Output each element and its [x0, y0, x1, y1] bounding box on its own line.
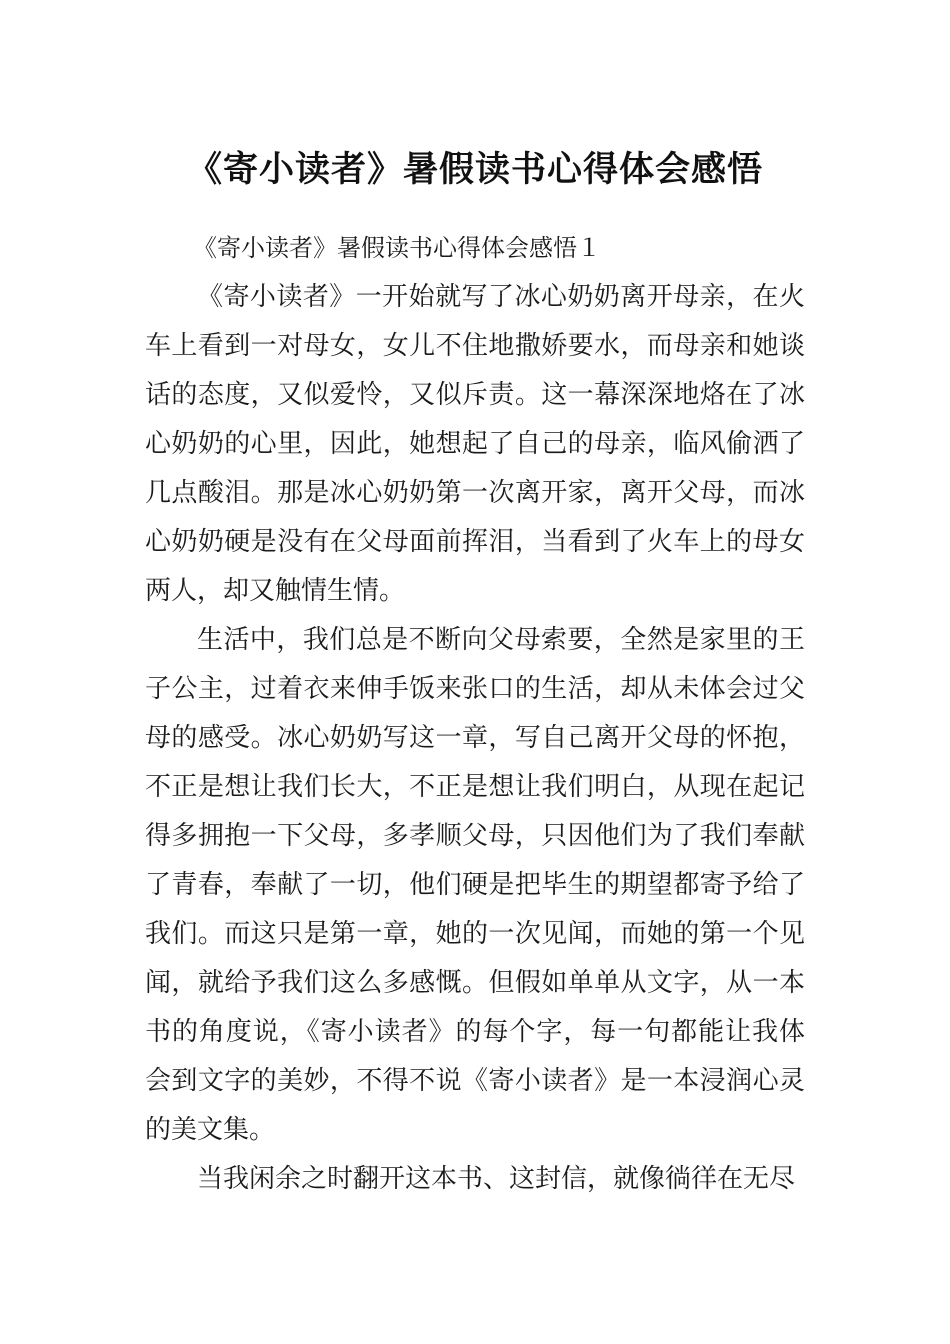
document-body — [145, 224, 805, 1204]
paragraph-2: 生活中，我们总是不断向父母索要，全然是家里的王子公主，过着衣来伸手饭来张口的生活，却从未体会过父母的感受。冰心奶奶写这一章，写自己离开父母的怀抱，不正是想让我们长大，不正是想让我们明白，从现在起记得多拥抱一下父母，多孝顺父母，只因他们为了我们奉献了青春，奉献了一切，他们硬是把毕生的期望都寄予给了我们。而这只是第一章，她的一次见闻，而她的第一个见闻，就给予我们这么多感慨。但假如单单从文字，从一本书的角度说，《寄小读者》的每个字，每一句都能让我体会到文字的美妙，不得不说《寄小读者》是一本浸润心灵的美文集。 — [145, 625, 805, 1145]
paragraph-3: 当我闲余之时翻开这本书、这封信，就像徜徉在无尽 — [197, 1164, 796, 1194]
document-title: 《寄小读者》暑假读书心得体会感悟 — [186, 149, 763, 191]
section-heading: 《寄小读者》暑假读书心得体会感悟１ — [193, 234, 601, 262]
paragraph-1: 《寄小读者》一开始就写了冰心奶奶离开母亲，在火车上看到一对母女，女儿不住地撒娇要水，而母亲和她谈话的态度，又似爱怜，又似斥责。这一幕深深地烙在了冰心奶奶的心里，因此，她想起了自己的母亲，临风偷洒了几点酸泪。那是冰心奶奶第一次离开家，离开父母，而冰心奶奶硬是没有在父母面前挥泪，当看到了火车上的母女两人，却又触情生情。 — [145, 282, 805, 606]
